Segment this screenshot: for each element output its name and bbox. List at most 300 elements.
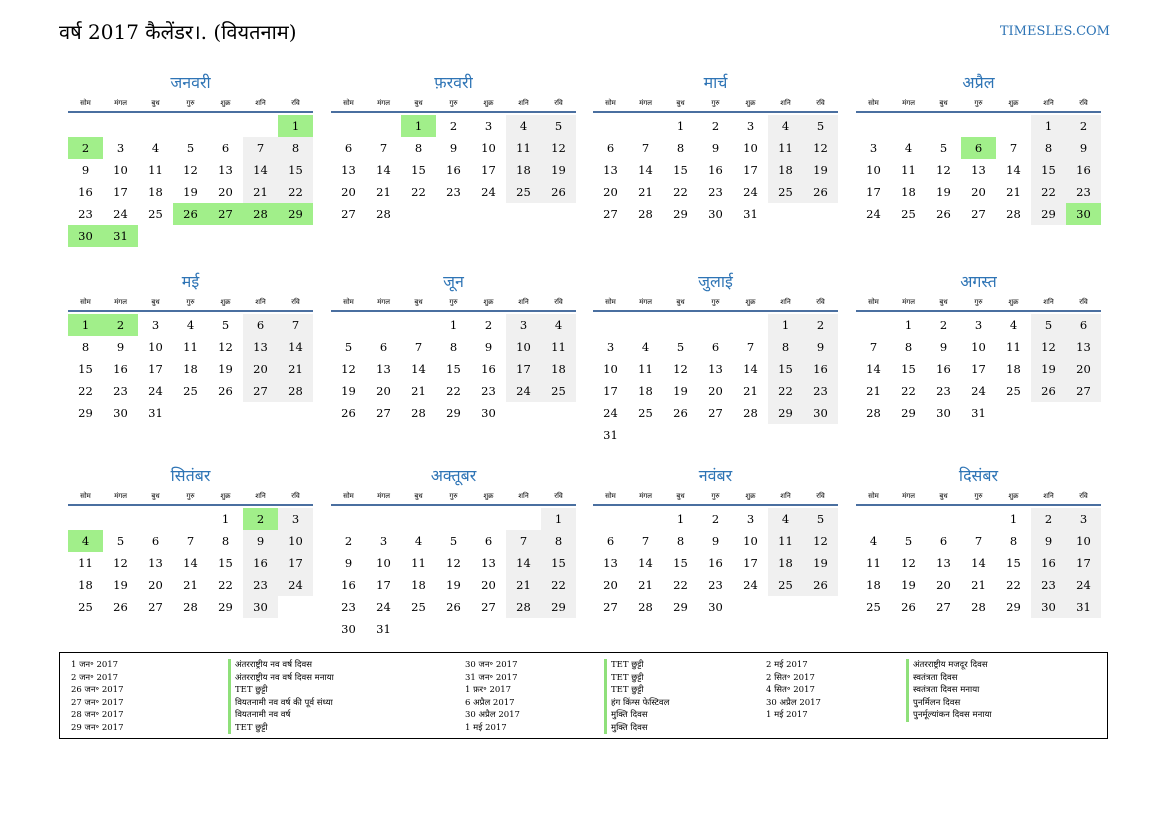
day-cell[interactable]: 9 xyxy=(803,336,838,358)
day-cell[interactable]: 28 xyxy=(278,380,313,402)
day-cell[interactable]: 14 xyxy=(278,336,313,358)
day-cell[interactable]: 12 xyxy=(341,362,356,376)
day-cell[interactable]: 19 xyxy=(183,185,198,199)
day-cell[interactable]: 22 xyxy=(78,384,93,398)
day-cell[interactable]: 4 xyxy=(768,508,803,530)
day-cell[interactable]: 27 xyxy=(936,600,951,614)
day-cell[interactable]: 29 xyxy=(901,406,916,420)
day-cell[interactable]: 20 xyxy=(148,578,163,592)
day-cell[interactable]: 10 xyxy=(743,534,758,548)
day-cell[interactable]: 3 xyxy=(278,508,313,530)
day-cell[interactable]: 11 xyxy=(148,163,163,177)
day-cell[interactable]: 1 xyxy=(676,119,685,133)
day-cell[interactable]: 2 xyxy=(344,534,353,548)
day-cell[interactable]: 5 xyxy=(803,115,838,137)
day-cell[interactable]: 8 xyxy=(1009,534,1018,548)
day-cell[interactable]: 5 xyxy=(803,508,838,530)
day-cell[interactable]: 12 xyxy=(936,163,951,177)
day-cell[interactable]: 27 xyxy=(376,406,391,420)
day-cell[interactable]: 3 xyxy=(606,340,615,354)
day-cell[interactable]: 19 xyxy=(541,159,576,181)
day-cell[interactable]: 11 xyxy=(768,530,803,552)
day-cell[interactable]: 18 xyxy=(411,578,426,592)
day-cell[interactable]: 1 xyxy=(401,115,436,137)
day-cell[interactable]: 26 xyxy=(673,406,688,420)
day-cell[interactable]: 7 xyxy=(869,340,878,354)
day-cell[interactable]: 2 xyxy=(103,314,138,336)
day-cell[interactable]: 25 xyxy=(768,181,803,203)
day-cell[interactable]: 22 xyxy=(411,185,426,199)
day-cell[interactable]: 1 xyxy=(768,314,803,336)
day-cell[interactable]: 9 xyxy=(711,534,720,548)
day-cell[interactable]: 14 xyxy=(376,163,391,177)
day-cell[interactable]: 17 xyxy=(866,185,881,199)
day-cell[interactable]: 21 xyxy=(743,384,758,398)
day-cell[interactable]: 2 xyxy=(1066,115,1101,137)
day-cell[interactable]: 23 xyxy=(481,384,496,398)
day-cell[interactable]: 18 xyxy=(541,358,576,380)
day-cell[interactable]: 6 xyxy=(606,141,615,155)
day-cell[interactable]: 3 xyxy=(746,119,755,133)
day-cell[interactable]: 17 xyxy=(603,384,618,398)
day-cell[interactable]: 28 xyxy=(376,207,391,221)
day-cell[interactable]: 11 xyxy=(638,362,653,376)
day-cell[interactable]: 1 xyxy=(449,318,458,332)
day-cell[interactable]: 9 xyxy=(711,141,720,155)
day-cell[interactable]: 4 xyxy=(1009,318,1018,332)
day-cell[interactable]: 30 xyxy=(1031,596,1066,618)
day-cell[interactable]: 19 xyxy=(936,185,951,199)
day-cell[interactable]: 15 xyxy=(541,552,576,574)
day-cell[interactable]: 10 xyxy=(506,336,541,358)
day-cell[interactable]: 25 xyxy=(1006,384,1021,398)
day-cell[interactable]: 24 xyxy=(866,207,881,221)
day-cell[interactable]: 29 xyxy=(218,600,233,614)
day-cell[interactable]: 7 xyxy=(379,141,388,155)
day-cell[interactable]: 7 xyxy=(506,530,541,552)
day-cell[interactable]: 1 xyxy=(68,314,103,336)
day-cell[interactable]: 10 xyxy=(603,362,618,376)
day-cell[interactable]: 5 xyxy=(186,141,195,155)
day-cell[interactable]: 8 xyxy=(904,340,913,354)
day-cell[interactable]: 8 xyxy=(449,340,458,354)
day-cell[interactable]: 24 xyxy=(148,384,163,398)
day-cell[interactable]: 5 xyxy=(344,340,353,354)
day-cell[interactable]: 18 xyxy=(768,552,803,574)
day-cell[interactable]: 6 xyxy=(344,141,353,155)
day-cell[interactable]: 17 xyxy=(1066,552,1101,574)
day-cell[interactable]: 16 xyxy=(481,362,496,376)
day-cell[interactable]: 25 xyxy=(148,207,163,221)
day-cell[interactable]: 17 xyxy=(278,552,313,574)
day-cell[interactable]: 31 xyxy=(603,428,618,442)
day-cell[interactable]: 15 xyxy=(218,556,233,570)
day-cell[interactable]: 13 xyxy=(936,556,951,570)
day-cell[interactable]: 11 xyxy=(768,137,803,159)
day-cell[interactable]: 30 xyxy=(113,406,128,420)
day-cell[interactable]: 15 xyxy=(78,362,93,376)
day-cell[interactable]: 15 xyxy=(411,163,426,177)
day-cell[interactable]: 21 xyxy=(866,384,881,398)
day-cell[interactable]: 18 xyxy=(768,159,803,181)
day-cell[interactable]: 8 xyxy=(1031,137,1066,159)
day-cell[interactable]: 27 xyxy=(148,600,163,614)
day-cell[interactable]: 26 xyxy=(113,600,128,614)
day-cell[interactable]: 4 xyxy=(186,318,195,332)
day-cell[interactable]: 13 xyxy=(603,556,618,570)
day-cell[interactable]: 23 xyxy=(708,578,723,592)
day-cell[interactable]: 18 xyxy=(1006,362,1021,376)
day-cell[interactable]: 25 xyxy=(183,384,198,398)
day-cell[interactable]: 3 xyxy=(506,314,541,336)
day-cell[interactable]: 11 xyxy=(866,556,881,570)
day-cell[interactable]: 24 xyxy=(506,380,541,402)
day-cell[interactable]: 29 xyxy=(1031,203,1066,225)
day-cell[interactable]: 24 xyxy=(481,185,496,199)
day-cell[interactable]: 1 xyxy=(221,512,230,526)
day-cell[interactable]: 10 xyxy=(971,340,986,354)
day-cell[interactable]: 23 xyxy=(936,384,951,398)
day-cell[interactable]: 23 xyxy=(803,380,838,402)
day-cell[interactable]: 25 xyxy=(901,207,916,221)
day-cell[interactable]: 29 xyxy=(278,203,313,225)
day-cell[interactable]: 16 xyxy=(341,578,356,592)
day-cell[interactable]: 18 xyxy=(183,362,198,376)
day-cell[interactable]: 18 xyxy=(78,578,93,592)
day-cell[interactable]: 6 xyxy=(221,141,230,155)
day-cell[interactable]: 15 xyxy=(1031,159,1066,181)
day-cell[interactable]: 18 xyxy=(148,185,163,199)
day-cell[interactable]: 14 xyxy=(1006,163,1021,177)
day-cell[interactable]: 16 xyxy=(1066,159,1101,181)
day-cell[interactable]: 10 xyxy=(481,141,496,155)
day-cell[interactable]: 28 xyxy=(183,600,198,614)
day-cell[interactable]: 19 xyxy=(803,552,838,574)
day-cell[interactable]: 21 xyxy=(411,384,426,398)
day-cell[interactable]: 4 xyxy=(68,530,103,552)
day-cell[interactable]: 13 xyxy=(341,163,356,177)
day-cell[interactable]: 27 xyxy=(208,203,243,225)
day-cell[interactable]: 4 xyxy=(541,314,576,336)
day-cell[interactable]: 30 xyxy=(708,207,723,221)
day-cell[interactable]: 4 xyxy=(151,141,160,155)
day-cell[interactable]: 16 xyxy=(243,552,278,574)
day-cell[interactable]: 3 xyxy=(1066,508,1101,530)
day-cell[interactable]: 22 xyxy=(1031,181,1066,203)
day-cell[interactable]: 20 xyxy=(936,578,951,592)
day-cell[interactable]: 4 xyxy=(904,141,913,155)
day-cell[interactable]: 31 xyxy=(1066,596,1101,618)
day-cell[interactable]: 11 xyxy=(506,137,541,159)
day-cell[interactable]: 25 xyxy=(866,600,881,614)
day-cell[interactable]: 23 xyxy=(708,185,723,199)
day-cell[interactable]: 24 xyxy=(743,185,758,199)
day-cell[interactable]: 31 xyxy=(376,622,391,636)
day-cell[interactable]: 18 xyxy=(506,159,541,181)
day-cell[interactable]: 28 xyxy=(411,406,426,420)
day-cell[interactable]: 12 xyxy=(113,556,128,570)
day-cell[interactable]: 11 xyxy=(1006,340,1021,354)
day-cell[interactable]: 5 xyxy=(116,534,125,548)
day-cell[interactable]: 26 xyxy=(541,181,576,203)
day-cell[interactable]: 24 xyxy=(278,574,313,596)
day-cell[interactable]: 30 xyxy=(1066,203,1101,225)
day-cell[interactable]: 26 xyxy=(341,406,356,420)
day-cell[interactable]: 17 xyxy=(743,163,758,177)
day-cell[interactable]: 30 xyxy=(803,402,838,424)
day-cell[interactable]: 21 xyxy=(638,578,653,592)
day-cell[interactable]: 2 xyxy=(939,318,948,332)
day-cell[interactable]: 9 xyxy=(484,340,493,354)
day-cell[interactable]: 13 xyxy=(1066,336,1101,358)
day-cell[interactable]: 26 xyxy=(1031,380,1066,402)
day-cell[interactable]: 2 xyxy=(68,137,103,159)
day-cell[interactable]: 27 xyxy=(341,207,356,221)
day-cell[interactable]: 6 xyxy=(711,340,720,354)
day-cell[interactable]: 14 xyxy=(638,556,653,570)
day-cell[interactable]: 31 xyxy=(743,207,758,221)
day-cell[interactable]: 21 xyxy=(506,574,541,596)
day-cell[interactable]: 23 xyxy=(113,384,128,398)
day-cell[interactable]: 18 xyxy=(866,578,881,592)
day-cell[interactable]: 15 xyxy=(673,163,688,177)
day-cell[interactable]: 26 xyxy=(173,203,208,225)
day-cell[interactable]: 17 xyxy=(743,556,758,570)
day-cell[interactable]: 4 xyxy=(506,115,541,137)
day-cell[interactable]: 20 xyxy=(243,358,278,380)
day-cell[interactable]: 9 xyxy=(939,340,948,354)
day-cell[interactable]: 13 xyxy=(603,163,618,177)
day-cell[interactable]: 17 xyxy=(971,362,986,376)
day-cell[interactable]: 29 xyxy=(768,402,803,424)
day-cell[interactable]: 19 xyxy=(341,384,356,398)
day-cell[interactable]: 10 xyxy=(743,141,758,155)
day-cell[interactable]: 23 xyxy=(1066,181,1101,203)
day-cell[interactable]: 28 xyxy=(243,203,278,225)
day-cell[interactable]: 6 xyxy=(961,137,996,159)
day-cell[interactable]: 15 xyxy=(673,556,688,570)
day-cell[interactable]: 24 xyxy=(113,207,128,221)
day-cell[interactable]: 12 xyxy=(446,556,461,570)
day-cell[interactable]: 2 xyxy=(803,314,838,336)
day-cell[interactable]: 16 xyxy=(803,358,838,380)
day-cell[interactable]: 31 xyxy=(971,406,986,420)
day-cell[interactable]: 24 xyxy=(376,600,391,614)
day-cell[interactable]: 27 xyxy=(708,406,723,420)
day-cell[interactable]: 30 xyxy=(708,600,723,614)
day-cell[interactable]: 15 xyxy=(278,159,313,181)
day-cell[interactable]: 8 xyxy=(676,141,685,155)
day-cell[interactable]: 11 xyxy=(901,163,916,177)
day-cell[interactable]: 3 xyxy=(151,318,160,332)
day-cell[interactable]: 10 xyxy=(866,163,881,177)
day-cell[interactable]: 14 xyxy=(743,362,758,376)
day-cell[interactable]: 17 xyxy=(481,163,496,177)
day-cell[interactable]: 16 xyxy=(446,163,461,177)
day-cell[interactable]: 26 xyxy=(803,574,838,596)
day-cell[interactable]: 20 xyxy=(708,384,723,398)
day-cell[interactable]: 12 xyxy=(803,530,838,552)
day-cell[interactable]: 31 xyxy=(103,225,138,247)
day-cell[interactable]: 19 xyxy=(673,384,688,398)
day-cell[interactable]: 28 xyxy=(638,600,653,614)
day-cell[interactable]: 8 xyxy=(768,336,803,358)
day-cell[interactable]: 20 xyxy=(341,185,356,199)
day-cell[interactable]: 13 xyxy=(708,362,723,376)
day-cell[interactable]: 14 xyxy=(506,552,541,574)
day-cell[interactable]: 12 xyxy=(803,137,838,159)
day-cell[interactable]: 19 xyxy=(113,578,128,592)
day-cell[interactable]: 3 xyxy=(116,141,125,155)
day-cell[interactable]: 26 xyxy=(901,600,916,614)
day-cell[interactable]: 26 xyxy=(218,384,233,398)
day-cell[interactable]: 22 xyxy=(446,384,461,398)
day-cell[interactable]: 4 xyxy=(414,534,423,548)
day-cell[interactable]: 27 xyxy=(603,600,618,614)
day-cell[interactable]: 25 xyxy=(506,181,541,203)
day-cell[interactable]: 5 xyxy=(449,534,458,548)
day-cell[interactable]: 3 xyxy=(746,512,755,526)
day-cell[interactable]: 24 xyxy=(603,406,618,420)
day-cell[interactable]: 23 xyxy=(78,207,93,221)
day-cell[interactable]: 13 xyxy=(148,556,163,570)
day-cell[interactable]: 19 xyxy=(218,362,233,376)
day-cell[interactable]: 27 xyxy=(243,380,278,402)
day-cell[interactable]: 25 xyxy=(78,600,93,614)
day-cell[interactable]: 6 xyxy=(1066,314,1101,336)
day-cell[interactable]: 17 xyxy=(113,185,128,199)
day-cell[interactable]: 20 xyxy=(481,578,496,592)
day-cell[interactable]: 13 xyxy=(376,362,391,376)
day-cell[interactable]: 13 xyxy=(243,336,278,358)
day-cell[interactable]: 1 xyxy=(278,115,313,137)
day-cell[interactable]: 22 xyxy=(218,578,233,592)
day-cell[interactable]: 9 xyxy=(1066,137,1101,159)
day-cell[interactable]: 3 xyxy=(974,318,983,332)
day-cell[interactable]: 14 xyxy=(971,556,986,570)
day-cell[interactable]: 29 xyxy=(541,596,576,618)
day-cell[interactable]: 13 xyxy=(971,163,986,177)
day-cell[interactable]: 9 xyxy=(116,340,125,354)
day-cell[interactable]: 19 xyxy=(901,578,916,592)
day-cell[interactable]: 27 xyxy=(603,207,618,221)
day-cell[interactable]: 9 xyxy=(344,556,353,570)
day-cell[interactable]: 16 xyxy=(936,362,951,376)
day-cell[interactable]: 5 xyxy=(1031,314,1066,336)
day-cell[interactable]: 10 xyxy=(278,530,313,552)
day-cell[interactable]: 22 xyxy=(673,578,688,592)
day-cell[interactable]: 2 xyxy=(484,318,493,332)
day-cell[interactable]: 1 xyxy=(904,318,913,332)
day-cell[interactable]: 9 xyxy=(243,530,278,552)
day-cell[interactable]: 7 xyxy=(278,314,313,336)
day-cell[interactable]: 23 xyxy=(341,600,356,614)
day-cell[interactable]: 10 xyxy=(376,556,391,570)
day-cell[interactable]: 16 xyxy=(708,556,723,570)
day-cell[interactable]: 28 xyxy=(506,596,541,618)
day-cell[interactable]: 9 xyxy=(1031,530,1066,552)
day-cell[interactable]: 26 xyxy=(446,600,461,614)
day-cell[interactable]: 11 xyxy=(78,556,93,570)
day-cell[interactable]: 21 xyxy=(971,578,986,592)
day-cell[interactable]: 14 xyxy=(243,159,278,181)
day-cell[interactable]: 3 xyxy=(379,534,388,548)
day-cell[interactable]: 29 xyxy=(78,406,93,420)
day-cell[interactable]: 18 xyxy=(638,384,653,398)
day-cell[interactable]: 28 xyxy=(866,406,881,420)
day-cell[interactable]: 23 xyxy=(243,574,278,596)
day-cell[interactable]: 20 xyxy=(1066,358,1101,380)
day-cell[interactable]: 15 xyxy=(901,362,916,376)
day-cell[interactable]: 7 xyxy=(186,534,195,548)
day-cell[interactable]: 11 xyxy=(541,336,576,358)
day-cell[interactable]: 8 xyxy=(81,340,90,354)
day-cell[interactable]: 21 xyxy=(1006,185,1021,199)
day-cell[interactable]: 30 xyxy=(68,225,103,247)
day-cell[interactable]: 15 xyxy=(446,362,461,376)
day-cell[interactable]: 2 xyxy=(711,512,720,526)
day-cell[interactable]: 25 xyxy=(411,600,426,614)
day-cell[interactable]: 14 xyxy=(638,163,653,177)
day-cell[interactable]: 16 xyxy=(708,163,723,177)
day-cell[interactable]: 10 xyxy=(1066,530,1101,552)
day-cell[interactable]: 24 xyxy=(743,578,758,592)
day-cell[interactable]: 28 xyxy=(1006,207,1021,221)
day-cell[interactable]: 13 xyxy=(481,556,496,570)
day-cell[interactable]: 25 xyxy=(541,380,576,402)
site-link[interactable]: TIMESLES.COM xyxy=(999,24,1110,39)
day-cell[interactable]: 6 xyxy=(151,534,160,548)
day-cell[interactable]: 22 xyxy=(1006,578,1021,592)
day-cell[interactable]: 20 xyxy=(218,185,233,199)
day-cell[interactable]: 17 xyxy=(376,578,391,592)
day-cell[interactable]: 29 xyxy=(446,406,461,420)
day-cell[interactable]: 29 xyxy=(1006,600,1021,614)
day-cell[interactable]: 7 xyxy=(641,534,650,548)
day-cell[interactable]: 31 xyxy=(148,406,163,420)
day-cell[interactable]: 5 xyxy=(221,318,230,332)
day-cell[interactable]: 22 xyxy=(901,384,916,398)
day-cell[interactable]: 26 xyxy=(803,181,838,203)
day-cell[interactable]: 16 xyxy=(1031,552,1066,574)
day-cell[interactable]: 4 xyxy=(768,115,803,137)
day-cell[interactable]: 1 xyxy=(1009,512,1018,526)
day-cell[interactable]: 7 xyxy=(974,534,983,548)
day-cell[interactable]: 28 xyxy=(971,600,986,614)
day-cell[interactable]: 2 xyxy=(711,119,720,133)
day-cell[interactable]: 1 xyxy=(1031,115,1066,137)
day-cell[interactable]: 9 xyxy=(449,141,458,155)
day-cell[interactable]: 4 xyxy=(641,340,650,354)
day-cell[interactable]: 29 xyxy=(673,600,688,614)
day-cell[interactable]: 14 xyxy=(411,362,426,376)
day-cell[interactable]: 6 xyxy=(379,340,388,354)
day-cell[interactable]: 12 xyxy=(218,340,233,354)
day-cell[interactable]: 1 xyxy=(676,512,685,526)
day-cell[interactable]: 15 xyxy=(1006,556,1021,570)
day-cell[interactable]: 2 xyxy=(243,508,278,530)
day-cell[interactable]: 21 xyxy=(376,185,391,199)
day-cell[interactable]: 21 xyxy=(638,185,653,199)
day-cell[interactable]: 8 xyxy=(414,141,423,155)
day-cell[interactable]: 21 xyxy=(278,358,313,380)
day-cell[interactable]: 4 xyxy=(869,534,878,548)
day-cell[interactable]: 7 xyxy=(414,340,423,354)
day-cell[interactable]: 8 xyxy=(221,534,230,548)
day-cell[interactable]: 18 xyxy=(901,185,916,199)
day-cell[interactable]: 14 xyxy=(866,362,881,376)
day-cell[interactable]: 30 xyxy=(481,406,496,420)
